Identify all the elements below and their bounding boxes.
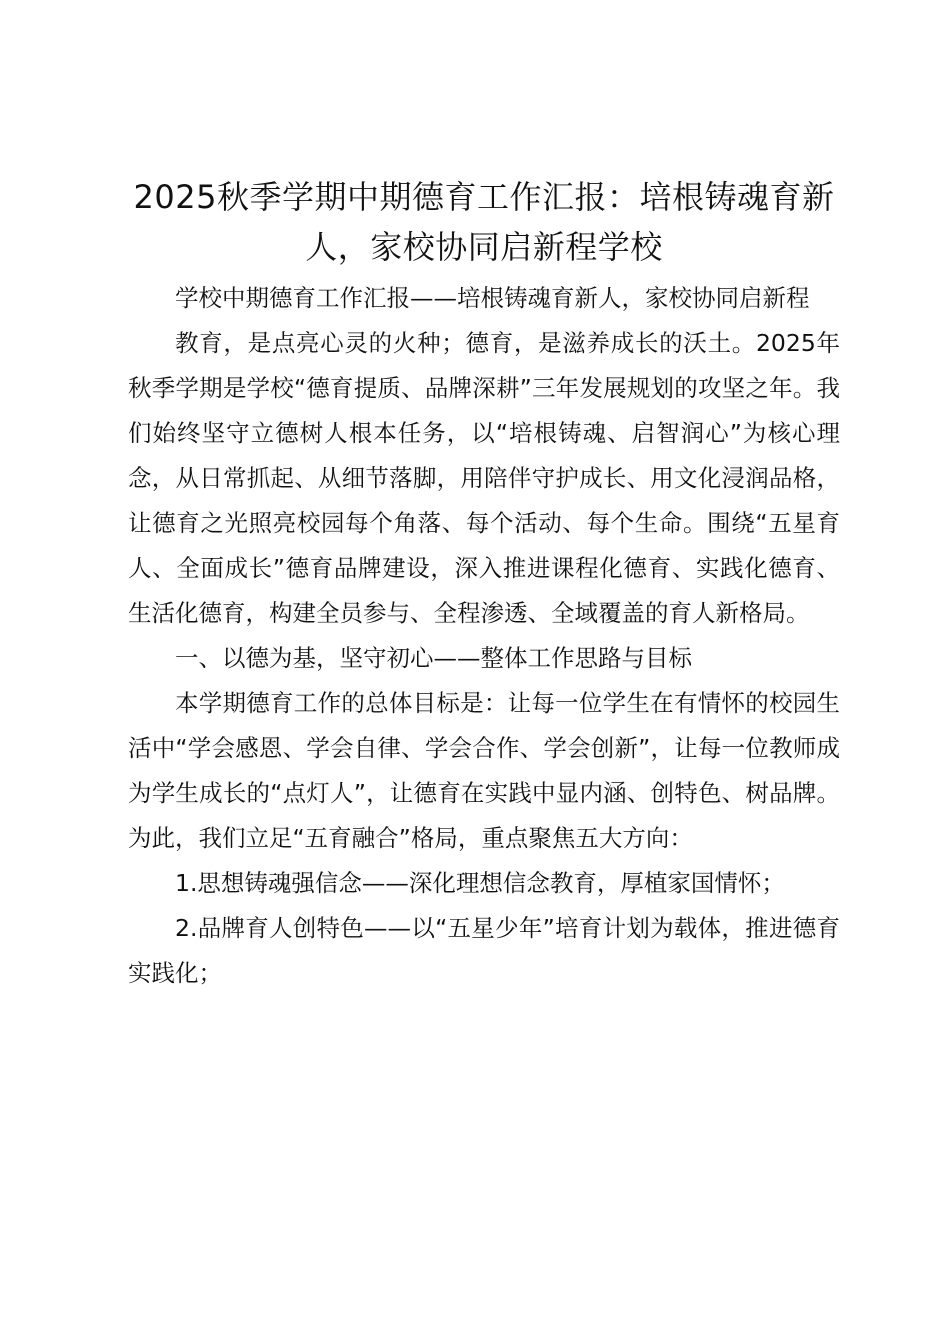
- section-heading: 一、以德为基，坚守初心——整体工作思路与目标: [175, 644, 692, 672]
- list-item: 1.思想铸魂强信念——深化理想信念教育，厚植家国情怀；: [175, 869, 785, 897]
- list-item: 2.品牌育人创特色——以“五星少年”培育计划为载体，推进德育实践化；: [128, 914, 840, 987]
- intro-paragraph: 教育，是点亮心灵的火种；德育，是滋养成长的沃土。2025年秋季学期是学校“德育提质、品牌深耕”三年发展规划的攻坚之年。我们始终坚守立德树人根本任务，以“培根铸魂、启智润心”为核心理念，从日常抓起、从细节落脚，用陪伴守护成长、用文化浸润品格，让德育之光照亮校园每个角落、每个活动、每个生命。围绕“五星育人、全面成长”德育品牌建设，深入推进课程化德育、实践化德育、生活化德育，构建全员参与、全程渗透、全域覆盖的育人新格局。: [128, 329, 840, 627]
- document-title: 2025秋季学期中期德育工作汇报：培根铸魂育新人，家校协同启新程学校: [133, 178, 835, 266]
- goal-paragraph: 本学期德育工作的总体目标是：让每一位学生在有情怀的校园生活中“学会感恩、学会自律、学会合作、学会创新”，让每一位教师成为学生成长的“点灯人”，让德育在实践中显内涵、创特色、树品牌。为此，我们立足“五育融合”格局，重点聚焦五大方向：: [128, 689, 840, 852]
- document-page: [128, 172, 840, 996]
- subtitle-paragraph: 学校中期德育工作汇报——培根铸魂育新人，家校协同启新程: [175, 284, 810, 312]
